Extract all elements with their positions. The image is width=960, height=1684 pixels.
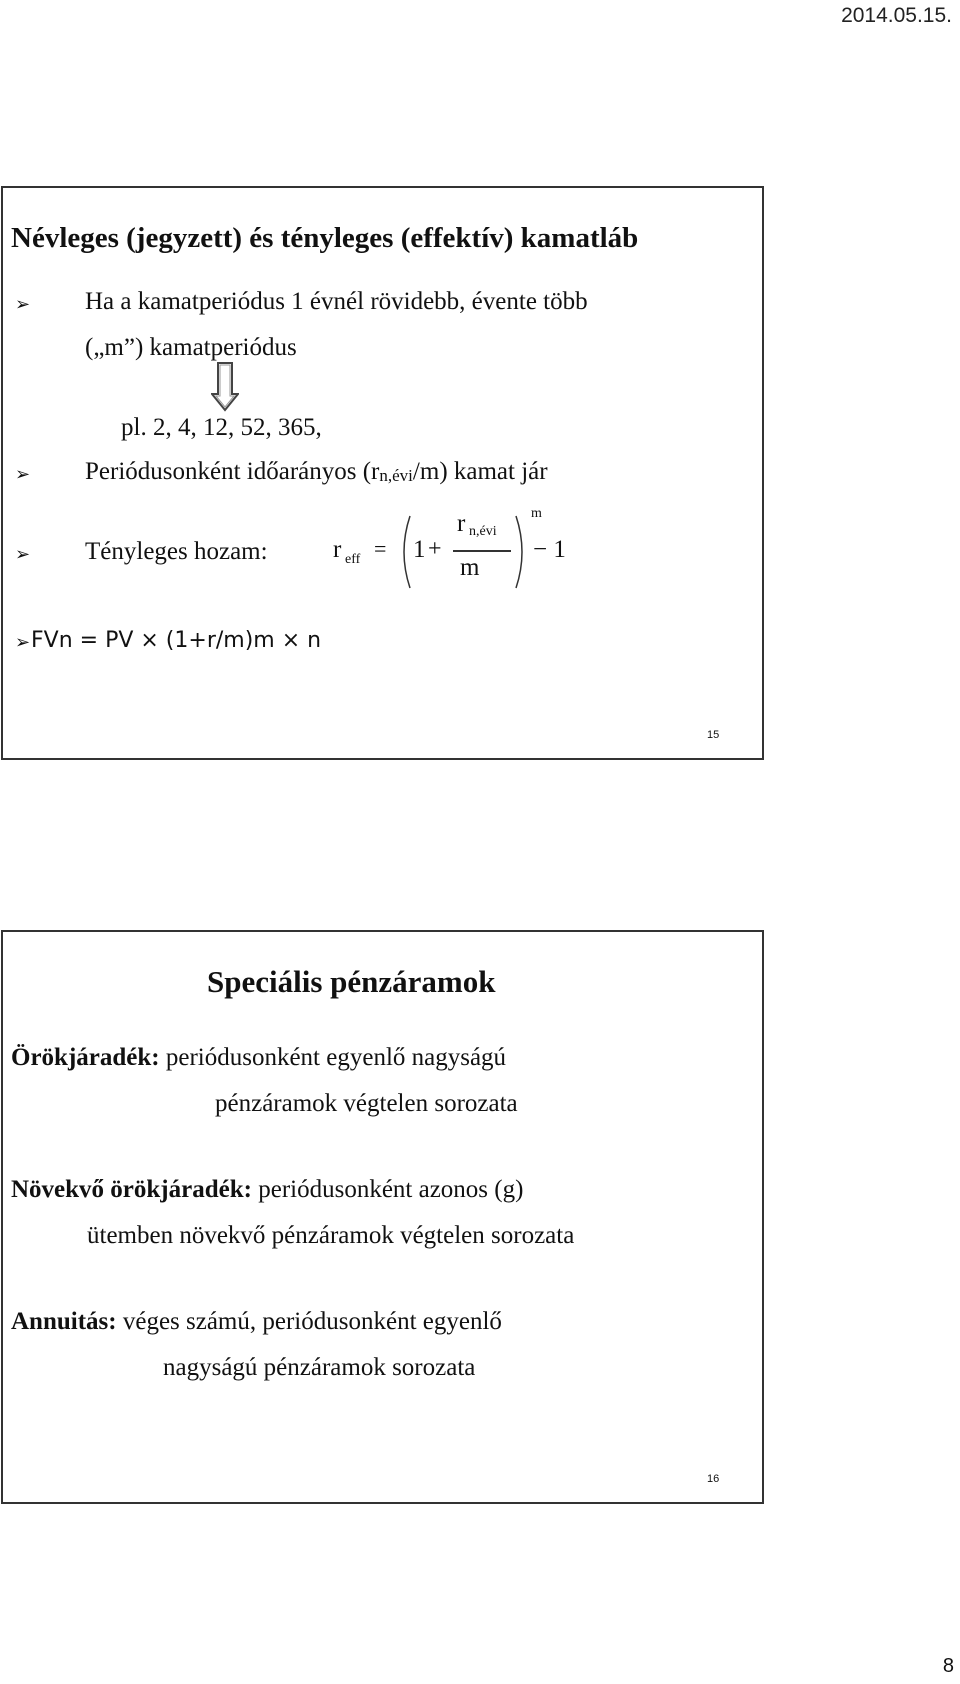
arrowhead-bullet-icon: ➢ xyxy=(15,632,31,652)
slide-16 xyxy=(1,930,764,1504)
arrowhead-bullet-icon: ➢ xyxy=(15,294,31,314)
definition-annuity: Annuitás: véges számú, periódusonként egyenlő xyxy=(11,1308,502,1335)
down-arrow-icon xyxy=(211,362,239,412)
print-date: 2014.05.15. xyxy=(841,4,952,27)
bullet-text: Ha a kamatperiódus 1 évnél rövidebb, évente több xyxy=(85,288,588,315)
slide-15 xyxy=(1,186,764,760)
page-number: 8 xyxy=(942,1655,954,1677)
slide-number: 15 xyxy=(707,729,720,741)
bullet-label: Tényleges hozam: xyxy=(85,538,268,565)
slide-number: 16 xyxy=(707,1473,720,1485)
slide-title: Névleges (jegyzett) és tényleges (effektív) kamatláb xyxy=(11,222,639,254)
definition-growing-perpetuity: Növekvő örökjáradék: periódusonként azonos (g) xyxy=(11,1176,524,1203)
example-values: pl. 2, 4, 12, 52, 365, xyxy=(121,414,322,441)
definition-cont: pénzáramok végtelen sorozata xyxy=(215,1090,518,1117)
arrowhead-bullet-icon: ➢ xyxy=(15,464,31,484)
right-paren xyxy=(513,514,529,590)
bullet-text: Periódusonként időarányos $(r_{n,évi}/m)$ kamat jár xyxy=(85,458,548,485)
arrowhead-bullet-icon: ➢ xyxy=(15,544,31,564)
definition-cont: nagyságú pénzáramok sorozata xyxy=(163,1354,476,1381)
slide-title: Speciális pénzáramok xyxy=(207,964,496,999)
definition-cont: ütemben növekvő pénzáramok végtelen sorozata xyxy=(87,1222,575,1249)
definition-perpetuity: Örökjáradék: periódusonként egyenlő nagyságú xyxy=(11,1044,507,1071)
bullet-text-cont: („m”) kamatperiódus xyxy=(85,334,297,361)
fraction-bar xyxy=(453,550,511,552)
bullet-text: FVn = PV × (1+r/m)m × n xyxy=(31,628,322,653)
left-paren xyxy=(397,514,413,590)
effective-rate-formula: r eff = 1 + r n,évi m m − 1 xyxy=(333,510,593,590)
